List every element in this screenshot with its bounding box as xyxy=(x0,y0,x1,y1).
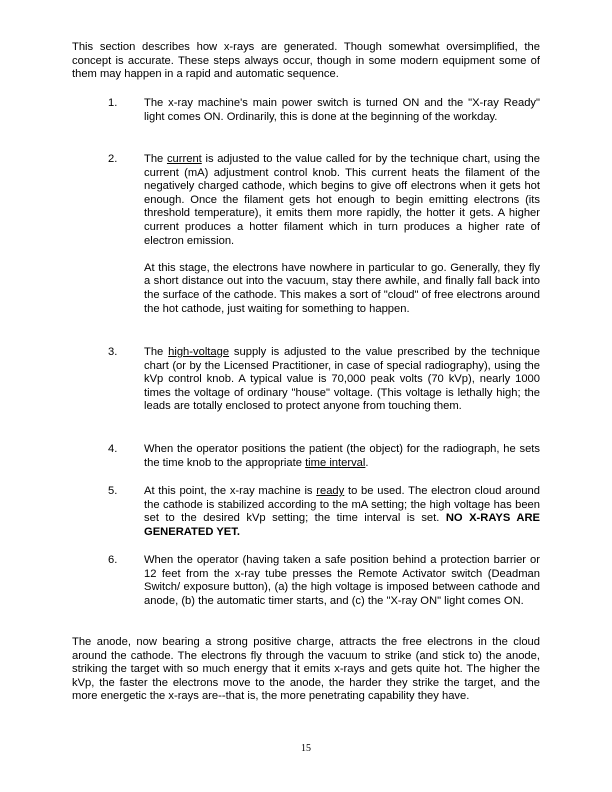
underlined-term: ready xyxy=(316,485,345,497)
item-text-pre: The xyxy=(144,346,169,358)
closing-paragraph: The anode, now bearing a strong positive charge, attracts the free electrons in the cloud around the cathode. The electrons fly through the vacuum to strike (and stick to) the anode, striking the target with so much energy that it emits x-rays and gets quite hot. The higher the kVp, the faster the electrons move to the anode, the harder they strike the target, and the more energetic the x-rays are--that is, the more penetrating capability they have. xyxy=(72,636,540,703)
item-text-pre: The xyxy=(144,153,167,165)
item-text xyxy=(144,485,540,539)
item-text-pre: At this point, the x-ray machine is xyxy=(144,485,317,497)
item-text-post: is adjusted to the value called for by the technique chart, using the current (mA) adjustment control knob. This current heats the filament of the negatively charged cathode, which begins to give off electrons when it gets hot enough. Once the filament gets hot enough to begin emitting electrons (its threshold temperature), it emits them more rapidly, the hotter it gets. A higher current produces a hotter filament which in turn produces a higher rate of electron emission. xyxy=(144,153,540,247)
item-number: 3. xyxy=(108,346,118,358)
item-body xyxy=(144,346,540,414)
intro-paragraph: This section describes how x-rays are generated. Though somewhat oversimplified, the concept is accurate. These steps always occur, though in some modern equipment some of them may happen in a rapid and automatic sequence. xyxy=(72,41,540,81)
bold-warning: NO X-RAYS ARE GENERATED YET. xyxy=(144,512,540,538)
item-text xyxy=(144,443,540,470)
item-second-paragraph: At this stage, the electrons have nowhere in particular to go. Generally, they fly a short distance out into the vacuum, stay there awhile, and finally fall back into the surface of the cathode. This makes a sort of "cloud" of free electrons around the hot cathode, just waiting for something to happen. xyxy=(144,261,540,315)
underlined-term: current xyxy=(166,153,202,165)
item-text: The x-ray machine's main power switch is turned ON and the "X-ray Ready" light comes ON. Ordinarily, this is done at the beginning of the workday. xyxy=(144,97,540,123)
item-text: When the operator (having taken a safe position behind a protection barrier or 12 feet from the x-ray tube presses the Remote Activator switch (Deadman Switch/ exposure button), (a) the high voltage is imposed between cathode and anode, (b) the automatic timer starts, and (c) the "X-ray ON" light comes ON. xyxy=(144,554,540,607)
item-text-post: supply is adjusted to the value prescribed by the technique chart (or by the Licensed Practitioner, in case of special radiography), using the kVp control knob. A typical value is 70,000 peak volts (70 kVp), nearly 1000 times the voltage of ordinary "house" voltage. (This voltage is lethally high; the leads are totally enclosed to protect anyone from touching them. xyxy=(144,346,540,413)
item-body xyxy=(144,97,540,124)
item-number: 2. xyxy=(108,153,118,165)
item-text xyxy=(144,346,540,414)
underlined-term: high-voltage xyxy=(168,346,230,358)
item-number: 1. xyxy=(108,97,118,109)
item-body xyxy=(144,554,540,608)
underlined-term: time interval xyxy=(305,456,366,469)
item-text-post: to be used. The electron cloud around the cathode is stabilized according to the mA setting; the high voltage has been set to the desired kVp setting; the time interval is set. xyxy=(144,485,540,525)
item-body xyxy=(144,485,540,539)
item-body xyxy=(144,443,540,470)
page-number: 15 xyxy=(301,743,311,754)
item-body xyxy=(144,153,540,316)
item-number: 6. xyxy=(108,554,118,566)
item-text-post: . xyxy=(365,456,369,469)
item-text xyxy=(144,153,540,248)
item-number: 4. xyxy=(108,443,118,455)
item-number: 5. xyxy=(108,485,118,497)
item-text-pre: When the operator positions the patient (the object) for the radiograph, he sets the time knob to the appropriate xyxy=(144,443,540,469)
